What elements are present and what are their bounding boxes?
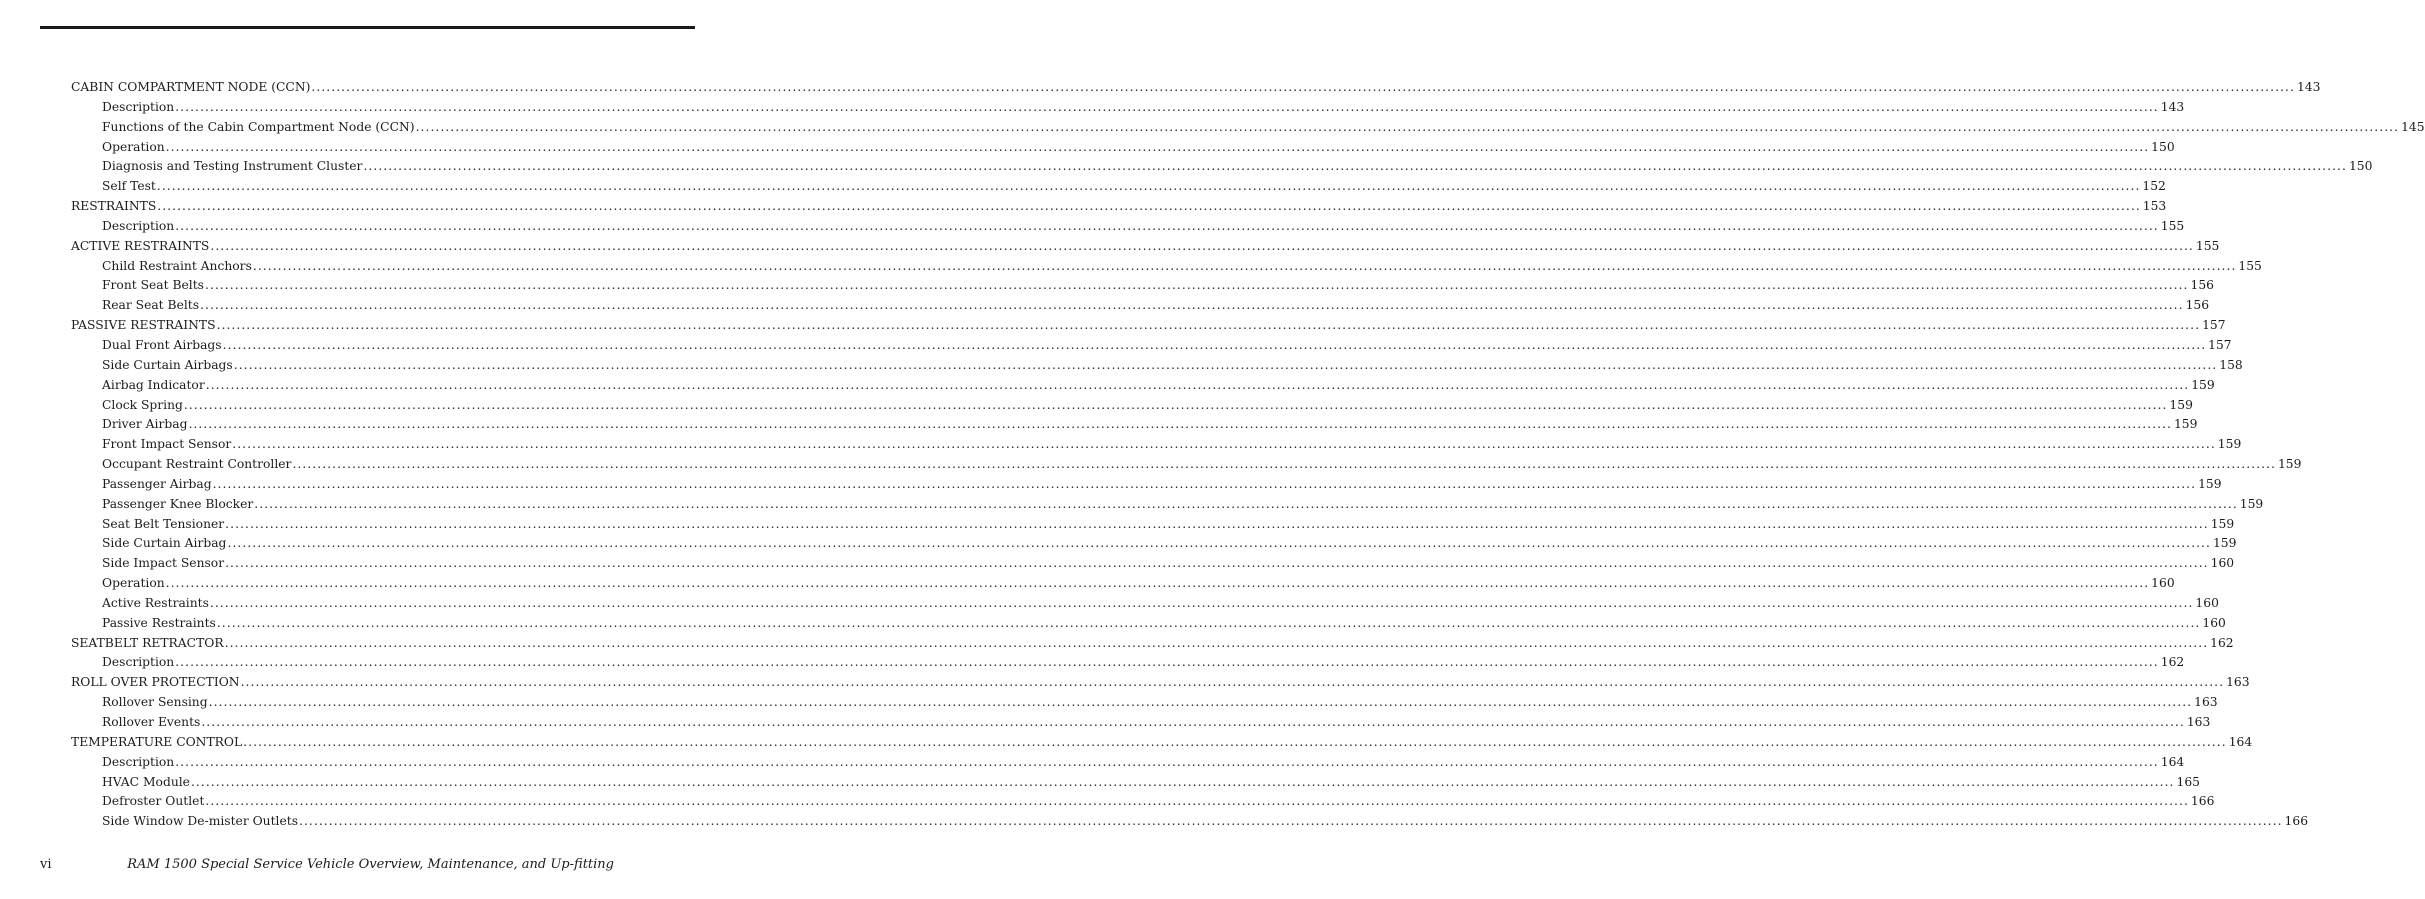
- toc-entry-title: Occupant Restraint Controller: [102, 457, 292, 472]
- toc-entry-title: RESTRAINTS: [71, 199, 157, 214]
- toc-subsection-entry[interactable]: [71, 376, 2215, 396]
- toc-entry-page-number: 159: [2277, 457, 2302, 472]
- toc-entry-title: CABIN COMPARTMENT NODE (CCN): [71, 80, 311, 94]
- dot-leader: ................................................................................................................................................................................................................................................................................................................................................................................................................: [222, 337, 2207, 352]
- toc-subsection-entry[interactable]: [71, 753, 2185, 773]
- toc-entry-title: Description: [102, 655, 175, 670]
- dot-leader: ................................................................................................................................................................................................................................................................................................................................................................................................................: [157, 199, 2141, 214]
- toc-entry-page-number: 160: [2195, 595, 2219, 610]
- toc-entry-page-number: 152: [2142, 179, 2166, 194]
- toc-entry-page-number: 145: [2401, 119, 2425, 134]
- toc-entry-page-number: 150: [2348, 159, 2373, 174]
- toc-subsection-entry[interactable]: [71, 98, 2185, 118]
- toc-subsection-entry[interactable]: [71, 792, 2215, 812]
- toc-entry-page-number: 166: [2190, 794, 2215, 809]
- toc-subsection-entry[interactable]: [71, 594, 2219, 614]
- toc-subsection-entry[interactable]: [71, 435, 2242, 455]
- toc-subsection-entry[interactable]: [71, 157, 2373, 177]
- toc-entry-page-number: 159: [2173, 417, 2198, 432]
- toc-entry-title: Side Curtain Airbag: [102, 536, 227, 551]
- toc-entry-page-number: 159: [2210, 516, 2235, 531]
- dot-leader: ................................................................................................................................................................................................................................................................................................................................................................................................................: [363, 159, 2347, 174]
- toc-subsection-entry[interactable]: [71, 554, 2235, 574]
- toc-entry-page-number: 159: [2169, 397, 2193, 412]
- toc-entry-title: Rollover Events: [102, 715, 201, 729]
- toc-subsection-entry[interactable]: [71, 614, 2226, 634]
- toc-entry-page-number: 160: [2202, 615, 2226, 630]
- toc-entry-title: Description: [102, 754, 175, 769]
- toc-entry-title: Description: [102, 99, 175, 114]
- toc-entry-page-number: 162: [2210, 635, 2234, 650]
- toc-entry-title: Side Window De-mister Outlets: [102, 814, 299, 829]
- dot-leader: ................................................................................................................................................................................................................................................................................................................................................................................................................: [205, 794, 2189, 809]
- toc-entry-page-number: 159: [2239, 496, 2264, 511]
- toc-subsection-entry[interactable]: [71, 455, 2302, 475]
- toc-subsection-entry[interactable]: [71, 534, 2237, 554]
- toc-subsection-entry[interactable]: [71, 495, 2264, 515]
- toc-section-entry[interactable]: [71, 197, 2167, 217]
- toc-entry-title: Side Impact Sensor: [102, 556, 225, 571]
- dot-leader: ................................................................................................................................................................................................................................................................................................................................................................................................................: [190, 774, 2175, 789]
- toc-entry-page-number: 160: [2210, 556, 2235, 571]
- toc-entry-page-number: 143: [2296, 80, 2321, 94]
- toc-entry-title: Passive Restraints: [102, 615, 216, 630]
- toc-entry-page-number: 165: [2176, 774, 2200, 789]
- toc-entry-title: Clock Spring: [102, 397, 183, 412]
- dot-leader: ................................................................................................................................................................................................................................................................................................................................................................................................................: [216, 615, 2201, 630]
- toc-entry-title: Diagnosis and Testing Instrument Cluster: [102, 159, 363, 174]
- toc-subsection-entry[interactable]: [71, 574, 2175, 594]
- toc-subsection-entry[interactable]: [71, 118, 2425, 138]
- toc-subsection-entry[interactable]: [71, 773, 2200, 793]
- toc-entry-title: Rear Seat Belts: [102, 298, 200, 313]
- toc-entry-title: Self Test: [102, 179, 156, 194]
- toc-entry-title: Defroster Outlet: [102, 794, 205, 809]
- toc-subsection-entry[interactable]: [71, 653, 2185, 673]
- toc-entry-title: ACTIVE RESTRAINTS: [71, 238, 210, 253]
- dot-leader: ................................................................................................................................................................................................................................................................................................................................................................................................................: [188, 417, 2172, 432]
- toc-entry-page-number: 164: [2160, 754, 2185, 769]
- toc-subsection-entry[interactable]: [71, 812, 2309, 832]
- dot-leader: ................................................................................................................................................................................................................................................................................................................................................................................................................: [175, 218, 2159, 233]
- toc-entry-title: Operation: [102, 139, 165, 154]
- toc-entry-title: Rollover Sensing: [102, 695, 208, 710]
- toc-section-entry[interactable]: [71, 733, 2253, 753]
- toc-entry-title: Seat Belt Tensioner: [102, 516, 225, 531]
- toc-entry-page-number: 157: [2202, 318, 2226, 333]
- toc-entry-page-number: 163: [2186, 715, 2211, 729]
- toc-subsection-entry[interactable]: [71, 336, 2232, 356]
- toc-entry-page-number: 164: [2228, 734, 2253, 749]
- toc-entry-title: Functions of the Cabin Compartment Node (CCN): [102, 119, 415, 134]
- dot-leader: ................................................................................................................................................................................................................................................................................................................................................................................................................: [233, 357, 2218, 372]
- toc-entry-title: PASSIVE RESTRAINTS: [71, 318, 216, 333]
- toc-subsection-entry[interactable]: [71, 257, 2262, 277]
- dot-leader: ................................................................................................................................................................................................................................................................................................................................................................................................................: [156, 179, 2141, 194]
- dot-leader: ................................................................................................................................................................................................................................................................................................................................................................................................................: [210, 238, 2194, 253]
- toc-entry-page-number: 155: [2160, 218, 2185, 233]
- table-of-contents: [71, 78, 2425, 832]
- dot-leader: ................................................................................................................................................................................................................................................................................................................................................................................................................: [183, 397, 2168, 412]
- toc-entry-page-number: 159: [2191, 377, 2215, 392]
- toc-subsection-entry[interactable]: [71, 515, 2235, 535]
- toc-section-entry[interactable]: [71, 316, 2226, 336]
- dot-leader: ................................................................................................................................................................................................................................................................................................................................................................................................................: [311, 80, 2295, 94]
- toc-entry-page-number: 155: [2195, 238, 2220, 253]
- toc-entry-page-number: 162: [2160, 655, 2185, 670]
- toc-entry-page-number: 160: [2151, 576, 2175, 591]
- toc-subsection-entry[interactable]: [71, 693, 2218, 713]
- toc-entry-title: TEMPERATURE CONTROL: [71, 734, 243, 749]
- toc-entry-page-number: 159: [2212, 536, 2237, 551]
- dot-leader: ................................................................................................................................................................................................................................................................................................................................................................................................................: [175, 754, 2159, 769]
- dot-leader: ................................................................................................................................................................................................................................................................................................................................................................................................................: [225, 556, 2209, 571]
- toc-section-entry[interactable]: [71, 237, 2220, 257]
- dot-leader: ................................................................................................................................................................................................................................................................................................................................................................................................................: [252, 258, 2237, 273]
- dot-leader: ................................................................................................................................................................................................................................................................................................................................................................................................................: [175, 655, 2159, 670]
- footer-document-title: RAM 1500 Special Service Vehicle Overview, Maintenance, and Up-fitting: [127, 857, 614, 872]
- toc-subsection-entry[interactable]: [71, 217, 2185, 237]
- toc-subsection-entry[interactable]: [71, 356, 2243, 376]
- dot-leader: ................................................................................................................................................................................................................................................................................................................................................................................................................: [227, 536, 2211, 551]
- toc-subsection-entry[interactable]: [71, 396, 2193, 416]
- dot-leader: ................................................................................................................................................................................................................................................................................................................................................................................................................: [204, 278, 2189, 293]
- dot-leader: ................................................................................................................................................................................................................................................................................................................................................................................................................: [205, 377, 2190, 392]
- dot-leader: ................................................................................................................................................................................................................................................................................................................................................................................................................: [208, 695, 2193, 710]
- toc-entry-page-number: 153: [2142, 199, 2167, 214]
- toc-entry-title: Operation: [102, 576, 165, 591]
- toc-entry-title: Passenger Knee Blocker: [102, 496, 254, 511]
- dot-leader: ................................................................................................................................................................................................................................................................................................................................................................................................................: [232, 437, 2216, 452]
- footer-page-number: vi: [40, 857, 52, 872]
- toc-entry-title: Driver Airbag: [102, 417, 188, 432]
- toc-entry-page-number: 150: [2151, 139, 2175, 154]
- toc-subsection-entry[interactable]: [71, 296, 2210, 316]
- toc-entry-title: Dual Front Airbags: [102, 337, 222, 352]
- dot-leader: ................................................................................................................................................................................................................................................................................................................................................................................................................: [299, 814, 2283, 829]
- dot-leader: ................................................................................................................................................................................................................................................................................................................................................................................................................: [209, 595, 2194, 610]
- dot-leader: ................................................................................................................................................................................................................................................................................................................................................................................................................: [216, 318, 2201, 333]
- toc-entry-title: Side Curtain Airbags: [102, 357, 233, 372]
- toc-entry-page-number: 143: [2160, 99, 2185, 114]
- dot-leader: ................................................................................................................................................................................................................................................................................................................................................................................................................: [201, 715, 2185, 729]
- toc-subsection-entry[interactable]: [71, 177, 2166, 197]
- toc-entry-page-number: 159: [2217, 437, 2242, 452]
- toc-entry-page-number: 163: [2226, 675, 2250, 690]
- toc-entry-title: SEATBELT RETRACTOR: [71, 635, 224, 650]
- toc-entry-title: Front Impact Sensor: [102, 437, 232, 452]
- dot-leader: ................................................................................................................................................................................................................................................................................................................................................................................................................: [243, 734, 2227, 749]
- toc-entry-title: Passenger Airbag: [102, 476, 212, 491]
- dot-leader: ................................................................................................................................................................................................................................................................................................................................................................................................................: [240, 675, 2225, 690]
- toc-subsection-entry[interactable]: [71, 276, 2214, 296]
- toc-entry-title: Airbag Indicator: [102, 377, 205, 392]
- toc-entry-page-number: 157: [2208, 337, 2232, 352]
- dot-leader: ................................................................................................................................................................................................................................................................................................................................................................................................................: [225, 516, 2209, 531]
- toc-entry-title: Active Restraints: [102, 595, 209, 610]
- dot-leader: ................................................................................................................................................................................................................................................................................................................................................................................................................: [415, 119, 2400, 134]
- toc-section-entry[interactable]: [71, 673, 2250, 693]
- toc-entry-title: Description: [102, 218, 175, 233]
- toc-subsection-entry[interactable]: [71, 138, 2175, 158]
- toc-entry-page-number: 158: [2219, 357, 2243, 372]
- toc-section-entry[interactable]: [71, 634, 2234, 654]
- toc-entry-page-number: 156: [2185, 298, 2210, 313]
- toc-entry-page-number: 159: [2198, 476, 2222, 491]
- dot-leader: ................................................................................................................................................................................................................................................................................................................................................................................................................: [292, 457, 2276, 472]
- toc-entry-page-number: 156: [2190, 278, 2214, 293]
- dot-leader: ................................................................................................................................................................................................................................................................................................................................................................................................................: [224, 635, 2209, 650]
- toc-subsection-entry[interactable]: [71, 475, 2222, 495]
- dot-leader: ................................................................................................................................................................................................................................................................................................................................................................................................................: [165, 576, 2150, 591]
- toc-entry-title: ROLL OVER PROTECTION: [71, 675, 240, 690]
- toc-subsection-entry[interactable]: [71, 415, 2198, 435]
- header-rule: [40, 26, 695, 29]
- dot-leader: ................................................................................................................................................................................................................................................................................................................................................................................................................: [212, 476, 2197, 491]
- toc-section-entry[interactable]: [71, 78, 2321, 98]
- dot-leader: ................................................................................................................................................................................................................................................................................................................................................................................................................: [200, 298, 2184, 313]
- toc-entry-title: Child Restraint Anchors: [102, 258, 252, 273]
- toc-entry-title: HVAC Module: [102, 774, 190, 789]
- toc-entry-page-number: 155: [2238, 258, 2262, 273]
- toc-subsection-entry[interactable]: [71, 713, 2211, 733]
- toc-entry-title: Front Seat Belts: [102, 278, 204, 293]
- toc-entry-page-number: 163: [2194, 695, 2218, 710]
- toc-entry-page-number: 166: [2284, 814, 2309, 829]
- dot-leader: ................................................................................................................................................................................................................................................................................................................................................................................................................: [165, 139, 2150, 154]
- dot-leader: ................................................................................................................................................................................................................................................................................................................................................................................................................: [254, 496, 2238, 511]
- dot-leader: ................................................................................................................................................................................................................................................................................................................................................................................................................: [175, 99, 2159, 114]
